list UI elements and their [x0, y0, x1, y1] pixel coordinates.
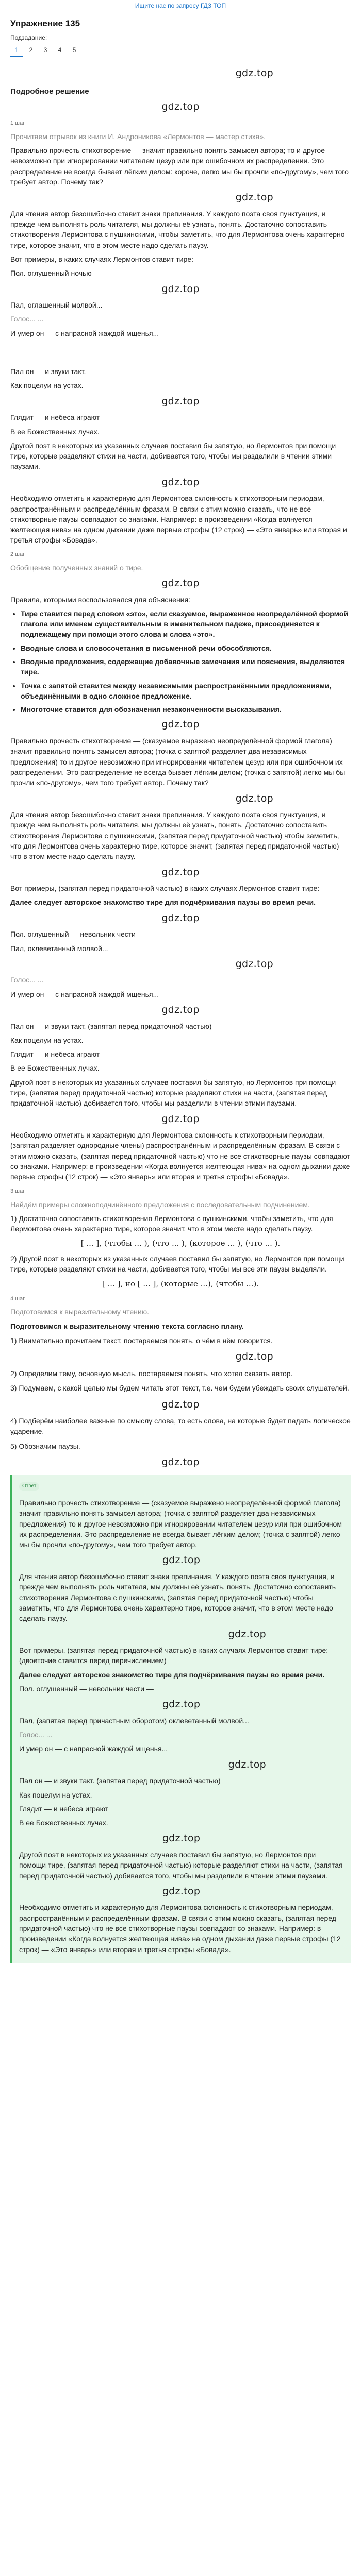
- verse-line: Пал он — и звуки такт. (запятая перед придаточной частью): [19, 1776, 221, 1785]
- list-item: • Вводные слова и словосочетания в письменной речи обособляются.: [21, 643, 351, 653]
- verse-line: В ее Божественных лучах.: [10, 427, 100, 436]
- paragraph: 2) Другой поэт в некоторых из указанных случаев поставил бы запятую, но Лермонтов при помощи тире, которые разделяют стихи на части, добивается того, чтобы мы все эти паузы выделяли.: [10, 1255, 344, 1274]
- verse-line: Глядит — и небеса играют: [10, 1050, 100, 1059]
- verse-line: И умер он — с напрасной жаждой мщенья...: [10, 990, 159, 998]
- watermark: gdz.top: [161, 1456, 200, 1468]
- step-intro: Обобщение полученных знаний о тире.: [10, 563, 143, 572]
- watermark: gdz.top: [228, 1628, 266, 1640]
- bold-note: Далее следует авторское знакомство тире для подчёркивания паузы во время речи.: [19, 1670, 325, 1679]
- verse-line: Глядит — и небеса играют: [10, 413, 100, 422]
- plan-step: 3) Подумаем, с какой целью мы будем читать этот текст, т.е. чем будем убеждать своих слушателей.: [10, 1384, 349, 1393]
- watermark: gdz.top: [235, 1351, 273, 1363]
- paragraph: Необходимо отметить и характерную для Лермонтова склонность к стихотворным периодам, (запятая разделяет однородные члены) распространённым и распределённым фразам. В связи с этим можно сказать, (запятая перед придаточной частью) что не все стихотворные паузы совпадают со знаками. Например: в произведении «Когда волнуется желтеющая нива» на одном дыхании даже первые строфы (12 строк) — «Это январь» или вторая и третья строфы «Бовада».: [10, 1131, 350, 1181]
- verse-line: И умер он — с напрасной жаждой мщенья...: [19, 1744, 168, 1753]
- step-tag: 2 шаг: [10, 551, 25, 557]
- step-tag: 1 шаг: [10, 120, 25, 126]
- verse-line: Пол. оглушенный ночью —: [10, 269, 101, 278]
- step-intro: Подготовимся к выразительному чтению.: [10, 1308, 150, 1316]
- page-1[interactable]: 1: [10, 44, 23, 57]
- page-4[interactable]: 4: [58, 46, 62, 54]
- watermark: gdz.top: [161, 395, 200, 407]
- page-title: Упражнение 135: [10, 19, 80, 28]
- bold-note: Подготовимся к выразительному чтению текста согласно плану.: [10, 1321, 244, 1330]
- scheme-formula: [ ... ], (чтобы ... ), (что ... ), (которое ... ), (что ... ).: [80, 1239, 281, 1248]
- watermark: gdz.top: [161, 283, 200, 295]
- page-3[interactable]: 3: [43, 46, 47, 54]
- paragraph: Для чтения автор безошибочно ставит знаки препинания. У каждого поэта своя пунктуация, и прежде чем выполнять роль читателя, мы должны её узнать, понять. Достаточно сопоставить стихотворения Лермонтова с пушкинскими, чтобы заметить, что для Лермонтова очень характерно тире, которое значит, что в этом месте надо сделать паузу.: [10, 209, 345, 249]
- list-item: • Вводные предложения, содержащие добавочные замечания или пояснения, выделяются тире.: [21, 656, 351, 677]
- subtask-pagination: [10, 44, 351, 57]
- watermark: gdz.top: [235, 792, 273, 804]
- watermark: gdz.top: [161, 866, 200, 878]
- verse-line: И умер он — с напрасной жаждой мщенья...: [10, 329, 159, 337]
- verse-line: Голос... ...: [19, 1731, 53, 1739]
- verse-line: Как поцелуи на устах.: [10, 381, 84, 390]
- plan-step: 4) Подберём наиболее важные по смыслу слова, то есть слова, на которые будет падать логическое ударение.: [10, 1417, 351, 1436]
- watermark: gdz.top: [162, 1554, 201, 1566]
- watermark: gdz.top: [162, 1699, 201, 1710]
- top-banner: [0, 0, 361, 14]
- verse-line: Пал, оглашенный молвой...: [10, 301, 103, 310]
- verse-line: Пал, (запятая перед причастным оборотом) оклеветанный молвой...: [19, 1716, 249, 1725]
- watermark: gdz.top: [235, 958, 273, 970]
- paragraph: Необходимо отметить и характерную для Лермонтова склонность к стихотворным периодам, распространённым и распределённым фразам. В связи с этим можно сказать, (запятая перед придаточной частью) что не все стихотворные паузы совпадают со знаками. Например: в произведении «Когда волнуется желтеющая нива» на одном дыхании даже первые строфы (12 строк) — «Это январь» или вторая и третья строфы «Бовада».: [19, 1903, 341, 1954]
- watermark: gdz.top: [228, 1758, 266, 1770]
- list-item: • Тире ставится перед словом «это», если сказуемое, выраженное неопределённой формой глагола или именем существительным в именительном падеже, присоединяется к подлежащему при помощи этого слова и слова «это».: [21, 608, 351, 640]
- section-title: Подробное решение: [10, 87, 89, 96]
- rules-list: [10, 608, 351, 715]
- paragraph: 1) Достаточно сопоставить стихотворения Лермонтова с пушкинскими, чтобы заметить, что для Лермонтова очень характерно тире, которое значит, что в этом месте надо сделать паузу.: [10, 1214, 333, 1233]
- paragraph: Вот примеры, (запятая перед придаточной частью) в каких случаях Лермонтов ставит тире:: [10, 884, 320, 893]
- watermark: gdz.top: [161, 912, 200, 924]
- watermark: gdz.top: [161, 1004, 200, 1015]
- verse-line: Как поцелуи на устах.: [19, 1790, 92, 1799]
- paragraph: Другой поэт в некоторых из указанных случаев поставил бы запятую, но Лермонтов при помощи тире, (запятая перед придаточной частью) которые разделяют стихи на части, (запятая перед придаточной частью) добивается того, чтобы мы разделили в чтении этими паузами.: [10, 1078, 336, 1108]
- plan-step: 5) Обозначим паузы.: [10, 1442, 80, 1450]
- answer-box: [10, 1475, 351, 1963]
- watermark: gdz.top: [162, 1885, 201, 1897]
- step-tag: 4 шаг: [10, 1295, 25, 1302]
- step-intro: Найдём примеры сложноподчинённого предложения с последовательным подчинением.: [10, 1200, 310, 1209]
- paragraph: Для чтения автор безошибочно ставит знаки препинания. У каждого поэта своя пунктуация, и прежде чем выполнять роль читателя, мы должны её узнать, понять. Достаточно сопоставить стихотворения Лермонтова с пушкинскими, (запятая перед придаточной частью) чтобы заметить, что для Лермонтова очень характерно тире, которое значит, что в этом месте надо сделать паузу.: [19, 1572, 336, 1623]
- paragraph: Вот примеры, в каких случаях Лермонтов ставит тире:: [10, 255, 194, 264]
- verse-line: Пол. оглушенный — невольник чести —: [19, 1684, 154, 1693]
- step-tag: 3 шаг: [10, 1188, 25, 1194]
- list-item: • Точка с запятой ставится между независимыми распространёнными предложениями, объединёнными в одно сложное предложение.: [21, 681, 351, 702]
- verse-line: Пал, оклеветанный молвой...: [10, 944, 108, 953]
- plan-step: 2) Определим тему, основную мысль, постараемся понять, что хотел сказать автор.: [10, 1369, 293, 1378]
- page-2[interactable]: 2: [29, 46, 33, 54]
- list-item: • Многоточие ставится для обозначения незаконченности высказывания.: [21, 704, 351, 715]
- bold-note: Далее следует авторское знакомство тире для подчёркивания паузы во время речи.: [10, 898, 316, 907]
- verse-line: Голос... ...: [10, 976, 44, 985]
- paragraph: Для чтения автор безошибочно ставит знаки препинания. У каждого поэта своя пунктуация, и прежде чем выполнять роль читателя, мы должны её узнать, понять. Достаточно сопоставить стихотворения Лермонтова с пушкинскими, (запятая перед придаточной частью) чтобы заметить, что для Лермонтова очень характерно тире, которое значит, (запятая перед придаточной частью) что в этом месте надо сделать паузу.: [10, 810, 339, 861]
- watermark: gdz.top: [161, 476, 200, 488]
- paragraph: Правильно прочесть стихотворение — значит правильно понять замысел автора; то и другое невозможно при игнорировании читателем цезур или при ошибочном их распределении. Это распределение не всегда бывает лёгким делом: короче, легко мы бы прочли «по-другому», чем того требует автор. Почему так?: [10, 146, 349, 186]
- watermark: gdz.top: [235, 67, 273, 79]
- watermark: gdz.top: [161, 1398, 200, 1410]
- verse-line: Глядит — и небеса играют: [19, 1804, 109, 1813]
- subtask-label: Подзадание:: [10, 33, 47, 41]
- answer-tag: Ответ: [19, 1482, 39, 1491]
- step-intro: Прочитаем отрывок из книги И. Андроникова «Лермонтов — мастер стиха».: [10, 132, 266, 141]
- verse-line: Пал он — и звуки такт.: [10, 367, 86, 376]
- watermark: gdz.top: [161, 1113, 200, 1125]
- verse-line: В ее Божественных лучах.: [19, 1819, 108, 1827]
- paragraph: Правильно прочесть стихотворение — (сказуемое выражено неопределённой формой глагола) значит правильно понять замысел автора; (точка с запятой разделяет два независимых предложения) то и другое невозможно при игнорировании читателем цезур или при ошибочном их распределении. Это распределение не всегда бывает лёгким делом; (точка с запятой) легко мы бы прочли «по-другому», чем того требует автор.: [19, 1498, 342, 1549]
- page-5[interactable]: 5: [72, 46, 76, 54]
- verse-line: Пол. оглушенный — невольник чести —: [10, 930, 145, 939]
- verse-line: Как поцелуи на устах.: [10, 1036, 84, 1044]
- watermark: gdz.top: [161, 577, 200, 589]
- watermark: gdz.top: [161, 101, 200, 113]
- paragraph: Другой поэт в некоторых из указанных случаев поставил бы запятую, но Лермонтов при помощи тире, (запятая перед придаточной частью) которые разделяют стихи на части, (запятая перед придаточной частью) добивается того, чтобы мы разделили в чтении этими паузами.: [19, 1850, 343, 1880]
- watermark: gdz.top: [162, 1833, 201, 1844]
- scheme-formula: [ ... ], но [ ... ], (которые ...), (чтобы ...).: [102, 1279, 259, 1289]
- paragraph: Другой поэт в некоторых из указанных случаев поставил бы запятую, но Лермонтов при помощи тире, которые разделяют стихи на части, добивается того, чтобы мы разделили в чтении этими паузами.: [10, 441, 336, 471]
- plan-step: 1) Внимательно прочитаем текст, постараемся понять, о чём в нём говорится.: [10, 1336, 273, 1345]
- verse-line: Пал он — и звуки такт. (запятая перед придаточной частью): [10, 1022, 212, 1030]
- verse-line: В ее Божественных лучах.: [10, 1064, 100, 1073]
- paragraph: Правила, которыми воспользовался для объяснения:: [10, 595, 190, 604]
- paragraph: Необходимо отметить и характерную для Лермонтова склонность к стихотворным периодам, распространённым и распределённым фразам. В связи с этим можно сказать, что не все стихотворные паузы совпадают со знаками. Например: в произведении «Когда волнуется желтеющая нива» на одном дыхании даже первые строфы (12 строк) — «Это январь» или вторая и третья строфы «Бовада».: [10, 494, 347, 545]
- paragraph: Правильно прочесть стихотворение — (сказуемое выражено неопределённой формой глагола) значит правильно понять замысел автора; (точка с запятой разделяет два независимых предложения) то и другое невозможно при игнорировании читателем цезур или при ошибочном их распределении. Это распределение не всегда бывает лёгким делом; (точка с запятой) легко мы бы прочли «по-другому», чем того требует автор. Почему так?: [10, 737, 346, 787]
- watermark: gdz.top: [161, 719, 200, 731]
- watermark: gdz.top: [235, 192, 273, 204]
- verse-line: Голос... ...: [10, 315, 44, 324]
- search-hint-link[interactable]: Ищите нас по запросу ГДЗ ТОП: [135, 2, 226, 9]
- paragraph: Вот примеры, (запятая перед придаточной частью) в каких случаях Лермонтов ставит тире: (двоеточие ставится перед перечислением): [19, 1646, 329, 1665]
